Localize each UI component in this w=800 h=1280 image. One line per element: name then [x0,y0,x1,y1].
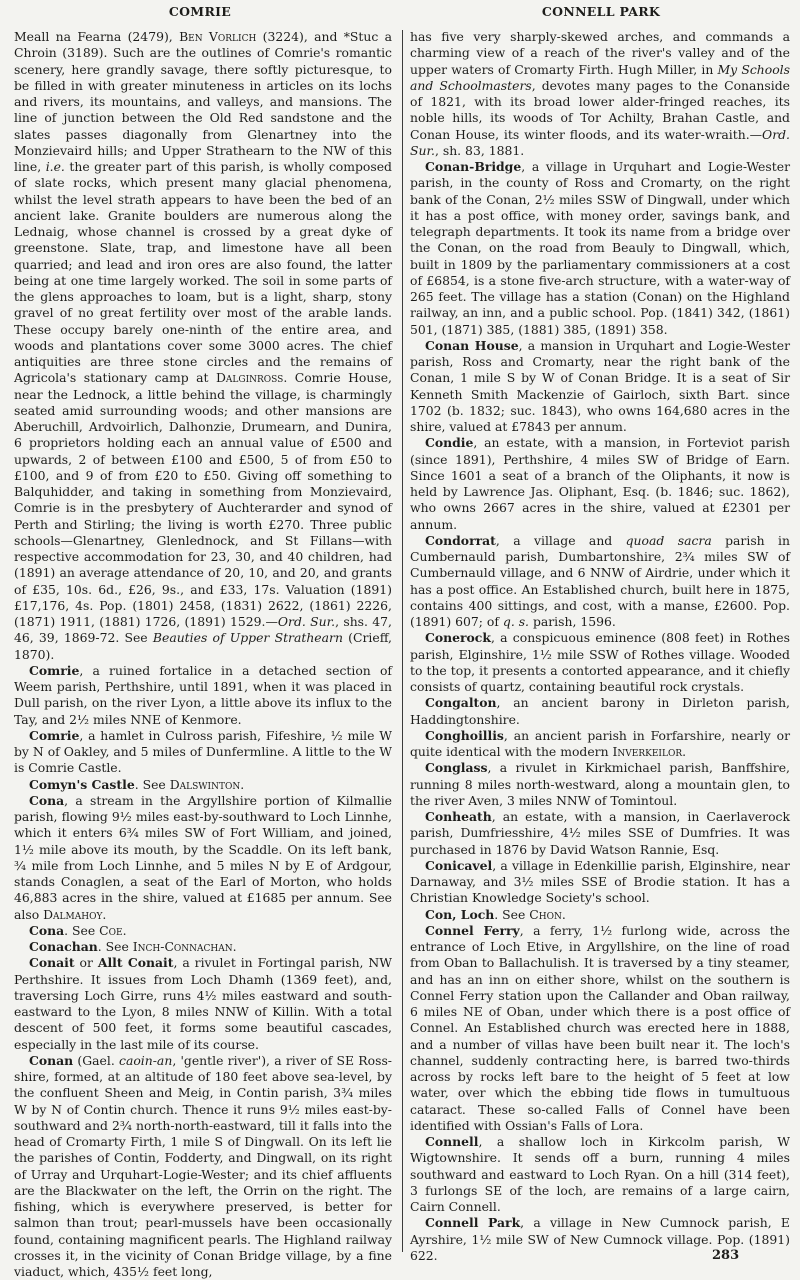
running-head-right: CONNELL PARK [541,4,661,19]
entry-text: , an estate, with a mansion, in Caerlaverock parish, Dumfriesshire, 4½ miles SSE of Dumfries. It was purchased in 1876 by David Watson Rannie, Esq. [410,809,790,857]
entry-text: . Comrie House, near the Lednock, a little behind the village, is charmingly seated amid surrounding woods; and other mansions are Aberuchill, Ardvoirlich, Dalhonzie, Drumearn, and Dunira, 6 proprietors holding each an annual value of £500 and upwards, 2 of between £100 and £500, 5 of from £50 to £100, and 9 of from £20 to £50. Giving off something to Balquhidder, and taking in something from Monzievaird, Comrie is in the presbytery of Auchterarder and synod of Perth and Stirling; the living is worth £270. Three public schools—Glenartney, Glenlednock, and St Fillans—with respective accommodation for 23, 30, and 40 children, had (1891) an average attendance of 20, 10, and 20, and grants of £35, 10s. 6d., £26, 9s., and £33, 17s. Valuation (1891) £17,176, 4s. Pop. (1801) 2458, (1831) 2622, (1861) 2226, (1871) 1911, (1881) 1726, (1891) 1529.— [14,370,392,629]
gazetteer-entry [410,435,790,533]
entry-text: , a rivulet in Fortingal parish, NW Perthshire. It issues from Loch Dhamh (1369 feet), and, traversing Loch Girre, runs 4½ miles eastward and south-eastward to the Lyon, 8 miles NNW of Killin. With a total descent of 500 feet, it forms some beautiful cascades, especially in the last mile of its course. [14,955,392,1052]
entry-text: (Crieff, 1870). [14,630,392,662]
entry-headword: Cona [29,792,65,808]
entry-headword: Conachan [29,939,98,954]
entry-headword: Cona [29,922,65,938]
entry-headword: Conerock [425,630,491,646]
entry-text: . [232,939,237,954]
entry-headword: Con, Loch [425,906,495,922]
entry-text: , a ferry, 1½ furlong wide, across the entrance of Loch Etive, in Argyllshire, on the line of road from Oban to Ballachulish. It is traversed by a tiny steamer, and has an inn on either shore, whilst on the southern is Connel Ferry station upon the Callander and Oban railway, 6 miles NE of Oban, under which there is a post office of Connel. An Established church was erected here in 1888, and a number of villas have been built near it. The loch's channel, suddenly contracting here, is barred two-thirds across by rocks left bare to the height of 5 feet at low water, over which the ebbing tide flows in tumultuous cataract. These so-called Falls of Connel have been identified with Ossian's Falls of Lora. [410,922,790,1133]
entry-text: , an ancient barony in Dirleton parish, Haddingtonshire. [410,695,790,727]
page-number: 283 [712,1248,740,1263]
entry-headword: Connel Ferry [425,922,520,938]
entry-headword: Conglass [425,760,488,776]
entry-headword: Conheath [425,809,492,824]
entry-headword: Connell Park [425,1215,521,1231]
gazetteer-entry [14,939,392,955]
cross-reference: Inch-Connachan [132,939,233,954]
entry-headword: Conghoillis [425,727,504,743]
gazetteer-entry [14,728,392,777]
cross-reference: Ben Vorlich [179,29,257,44]
gazetteer-entry [410,809,790,858]
entry-text: , a rivulet in Kirkmichael parish, Banffshire, running 8 miles north-westward, along a mountain glen, to the river Aven, 3 miles NNW of Tomintoul. [410,760,790,808]
entry-headword: Allt Conait [97,955,174,971]
italic-text: Beauties of Upper Strathearn [152,630,343,646]
cross-reference: Dalmahoy [43,906,103,922]
entry-text: , a hamlet in Culross parish, Fifeshire, ½ mile W by N of Oakley, and 5 miles of Dunfermline. A little to the W is Comrie Castle. [14,727,392,776]
gazetteer-entry [410,760,790,809]
entry-text: . [122,922,127,938]
entry-text: , a conspicuous eminence (808 feet) in Rothes parish, Elginshire, 1½ mile SSW of Rothes village. Wooded to the top, it presents a contorted appearance, and it chiefly consists of quartz, containing beautiful rock crystals. [410,630,790,694]
gazetteer-entry [14,663,392,728]
entry-text: . [682,744,687,759]
entry-headword: Connell [425,1134,479,1149]
gazetteer-entry [14,955,392,1053]
entry-text: . [240,776,245,792]
gazetteer-entry [410,533,790,631]
italic-text: My Schools and Schoolmasters [410,61,790,93]
italic-text: Ord. Sur. [277,614,336,629]
entry-text: . See [134,776,170,792]
entry-headword: Conan House [425,337,519,353]
entry-headword: Conait [29,955,75,971]
entry-headword: Conan [29,1052,74,1068]
entry-headword: Condie [425,435,474,451]
italic-text: i.e. [45,159,65,174]
entry-text: parish in Cumbernauld parish, Dumbartonshire, 2¾ miles SW of Cumbernauld village, and 6 NNW of Airdrie, under which it has a post office. An Established church, built here in 1875, contains 400 sittings, and cost, with a manse, £2600. Pop. (1891) 607; of [410,532,790,629]
gazetteer-entry [410,858,790,907]
entry-text: has five very sharply-skewed arches, and commands a charming view of a reach of the river's valley and of the upper waters of Cromarty Firth. Hugh Miller, in [410,29,790,77]
entry-headword: Conicavel [425,857,493,873]
cross-reference: Coe [99,922,123,938]
cross-reference: Inverkeilor [612,744,683,759]
entry-text: . [561,906,566,922]
entry-text: , an ancient parish in Forfarshire, nearly or quite identical with the modern [410,727,790,759]
gazetteer-entry [410,907,790,923]
cross-reference: Dalginross [215,370,284,386]
italic-text: q. s. [502,614,529,629]
entry-text: . See [494,906,530,922]
italic-text: caoin-an [119,1052,173,1068]
gazetteer-entry [410,728,790,761]
cross-reference: Dalswinton [169,776,241,792]
entry-headword: Conan-Bridge [425,159,522,174]
gazetteer-entry [410,1134,790,1215]
entry-text: , a ruined fortalice in a detached section of Weem parish, Perthshire, until 1891, when it was placed in Dull parish, on the river Lyon, a little above its influx to the Tay, and 2½ miles NNE of Kenmore. [14,662,392,727]
entry-text: , a village in Urquhart and Logie-Wester parish, in the county of Ross and Cromarty, on the right bank of the Conan, 2½ miles SSW of Dingwall, under which it has a post office, with money order, savings bank, and telegraph departments. It took its name from a bridge over the Conan, on the road from Beauly to Dingwall, which, built in 1809 by the parliamentary commissioners at a cost of £6854, is a stone five-arch structure, with a water-way of 265 feet. The village has a station (Conan) on the Highland railway, an inn, and a public school. Pop. (1841) 342, (1861) 501, (1871) 385, (1881) 385, (1891) 358. [410,159,790,337]
entry-headword: Comyn's Castle [29,776,135,792]
entry-text: . [102,906,107,922]
entry-headword: Comrie [29,727,80,743]
entry-headword: Condorrat [425,532,496,548]
gazetteer-entry [14,1053,392,1280]
gazetteer-entry [410,923,790,1134]
gazetteer-entry [410,338,790,436]
italic-text: quoad sacra [625,532,712,548]
entry-text: , a stream in the Argyllshire portion of Kilmallie parish, flowing 9½ miles east-by-southward to Loch Linnhe, which it enters 6¾ miles SW of Fort William, and joined, 1½ mile above its mouth, by the Scaddle. On its left bank, ¾ mile from Loch Linnhe, and 5 miles N by E of Ardgour, stands Conaglen, a seat of the Earl of Morton, who holds 46,883 acres in the shire, valued at £1685 per annum. See also [14,792,392,922]
entry-text: (3224), and *Stuc a Chroin (3189). Such are the outlines of Comrie's romantic scenery, here grandly savage, there softly picturesque, to be filled in with greater minuteness in articles on its lochs and rivers, its mountains, and valleys, and mansions. The line of junction between the Old Red sandstone and the slates passes diagonally from Glenartney into the Monzievaird hills; and Upper Strathearn to the NW of this line, [14,29,393,174]
entry-text: , an estate, with a mansion, in Forteviot parish (since 1891), Perthshire, 4 miles SW of Bridge of Earn. Since 1601 a seat of a branch of the Oliphants, it now is held by Lawrence Jas. Oliphant, Esq. (b. 1846; suc. 1862), who owns 2667 acres in the shire, valued at £2301 per annum. [410,435,790,532]
right-column [410,29,790,1264]
entry-headword: Congalton [425,695,497,711]
left-column [14,29,392,1280]
entry-continuation [410,29,790,159]
entry-headword: Comrie [29,662,80,678]
entry-text: , devotes many pages to the Conanside of 1821, with its broad lower alder-fringed reaches, its noble hills, its woods of Tor Achilty, Brahan Castle, and Conan House, its winter floods, and its water-wraith.— [410,77,790,142]
entry-text: . See [97,939,133,954]
italic-text: Ord. Sur. [410,126,790,158]
entry-text: , sh. 83, 1881. [434,142,525,158]
entry-text: Meall na Fearna (2479), [14,29,180,44]
gazetteer-entry [14,777,392,793]
entry-text: or [74,955,98,971]
entry-text: (Gael. [73,1052,120,1068]
entry-text: , 'gentle river'), a river of SE Ross-shire, formed, at an altitude of 180 feet above sea-level, by the confluent Sheen and Meig, in Contin parish, 3¾ miles W by N of Contin church. Thence it runs 9½ miles east-by-southward and 2¾ north-north-eastward, till it falls into the head of Cromarty Firth, 1 mile S of Dingwall. On its left lie the parishes of Contin, Fodderty, and Dingwall, on its right of Urray and Urquhart-Logie-Wester; and its chief affluents are the Blackwater on the left, the Orrin on the right. The fishing, which is everywhere preserved, is better for salmon than trout; pearl-mussels have been occasionally found, containing magnificent pearls. The Highland railway crosses it, in the vicinity of Conan Bridge village, by a fine viaduct, which, 435½ feet long, [14,1052,392,1279]
gazetteer-entry [410,630,790,695]
gazetteer-entry [14,793,392,923]
running-head-left: COMRIE [168,4,232,19]
cross-reference: Chon [529,906,562,922]
entry-text: , a village in Edenkillie parish, Elginshire, near Darnaway, and 3½ miles SSE of Brodie station. It has a Christian Knowledge Society's school. [410,857,790,906]
gazetteer-entry [410,695,790,728]
gazetteer-entry [14,923,392,939]
gazetteer-entry [410,159,790,338]
entry-text: parish, 1596. [529,614,616,629]
entry-text: the greater part of this parish, is wholly composed of slate rocks, which present many glacial phenomena, whilst the level strath appears to have been the bed of an ancient lake. Granite boulders are numerous along the Lednaig, whose channel is crossed by a great dyke of greenstone. Slate, trap, and limestone have all been quarried; and lead and iron ores are also found, the latter being at one time largely worked. The soil in some parts of the glens approaches to loam, but is a light, sharp, stony gravel of no great fertility over most of the arable lands. These occupy barely one-ninth of the entire area, and woods and plantations cover some 3000 acres. The chief antiquities are three stone circles and the remains of Agricola's stationary camp at [14,159,392,386]
entry-text: . See [64,922,100,938]
entry-continuation [14,29,392,663]
entry-text: , a village and [495,532,626,548]
entry-text: , a shallow loch in Kirkcolm parish, W Wigtownshire. It sends off a burn, running 4 miles southward and eastward to Loch Ryan. On a hill (314 feet), 3 furlongs SE of the loch, are remains of a large cairn, Cairn Connell. [410,1134,790,1214]
entry-text: , a mansion in Urquhart and Logie-Wester parish, Ross and Cromarty, near the right bank of the Conan, 1 mile S by W of Conan Bridge. It is a seat of Sir Kenneth Smith Mackenzie of Gairloch, sixth Bart. since 1702 (b. 1832; suc. 1843), who owns 164,680 acres in the shire, valued at £7843 per annum. [410,337,790,434]
column-divider [402,30,403,1252]
entry-text: , a village in New Cumnock parish, E Ayrshire, 1½ mile SW of New Cumnock village. Pop. (1891) 622. [410,1215,790,1263]
entry-text: , shs. 47, 46, 39, 1869-72. See [14,614,392,646]
